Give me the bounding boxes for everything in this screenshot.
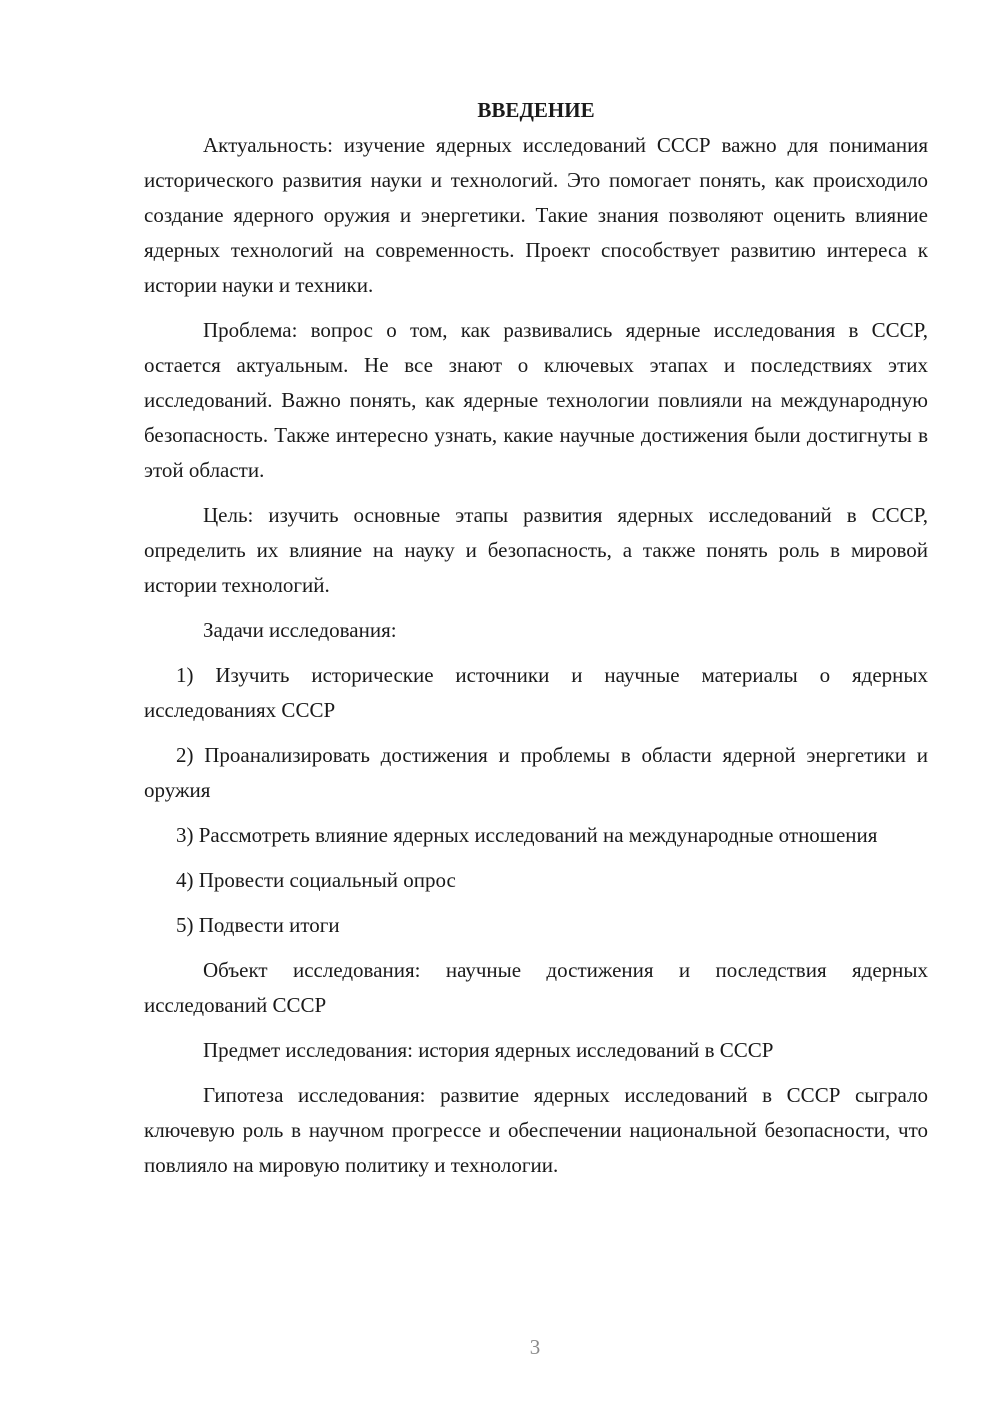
paragraph-object: Объект исследования: научные достижения и последствия ядерных исследований СССР (144, 958, 928, 1017)
document-body (144, 93, 928, 1183)
paragraph-problem: Проблема: вопрос о том, как развивались ядерные исследования в СССР, остается актуальным. Не все знают о ключевых этапах и последствиях этих исследований. Важно понять, как ядерные технологии повлияли на международную безопасность. Также интересно узнать, какие научные достижения были достигнуты в этой области. (144, 318, 928, 482)
paragraph-subject: Предмет исследования: история ядерных исследований в СССР (203, 1038, 774, 1062)
task-item-3: 3) Рассмотреть влияние ядерных исследований на международные отношения (176, 823, 878, 847)
paragraph-relevance: Актуальность: изучение ядерных исследований СССР важно для понимания исторического развития науки и технологий. Это помогает понять, как происходило создание ядерного оружия и энергетики. Такие знания позволяют оценить влияние ядерных технологий на современность. Проект способствует развитию интереса к истории науки и техники. (144, 133, 928, 297)
paragraph-goal: Цель: изучить основные этапы развития ядерных исследований в СССР, определить их влияние на науку и безопасность, а также понять роль в мировой истории технологий. (144, 503, 928, 597)
page-number: 3 (529, 1335, 541, 1359)
paragraph-hypothesis: Гипотеза исследования: развитие ядерных исследований в СССР сыграло ключевую роль в научном прогрессе и обеспечении национальной безопасности, что повлияло на мировую политику и технологии. (144, 1083, 928, 1177)
task-item-2: 2) Проанализировать достижения и проблемы в области ядерной энергетики и оружия (144, 743, 928, 802)
task-item-1: 1) Изучить исторические источники и научные материалы о ядерных исследованиях СССР (144, 663, 928, 722)
tasks-heading: Задачи исследования: (203, 618, 397, 642)
task-item-5: 5) Подвести итоги (176, 913, 340, 937)
task-item-4: 4) Провести социальный опрос (176, 868, 456, 892)
page-title: ВВЕДЕНИЕ (477, 98, 595, 122)
